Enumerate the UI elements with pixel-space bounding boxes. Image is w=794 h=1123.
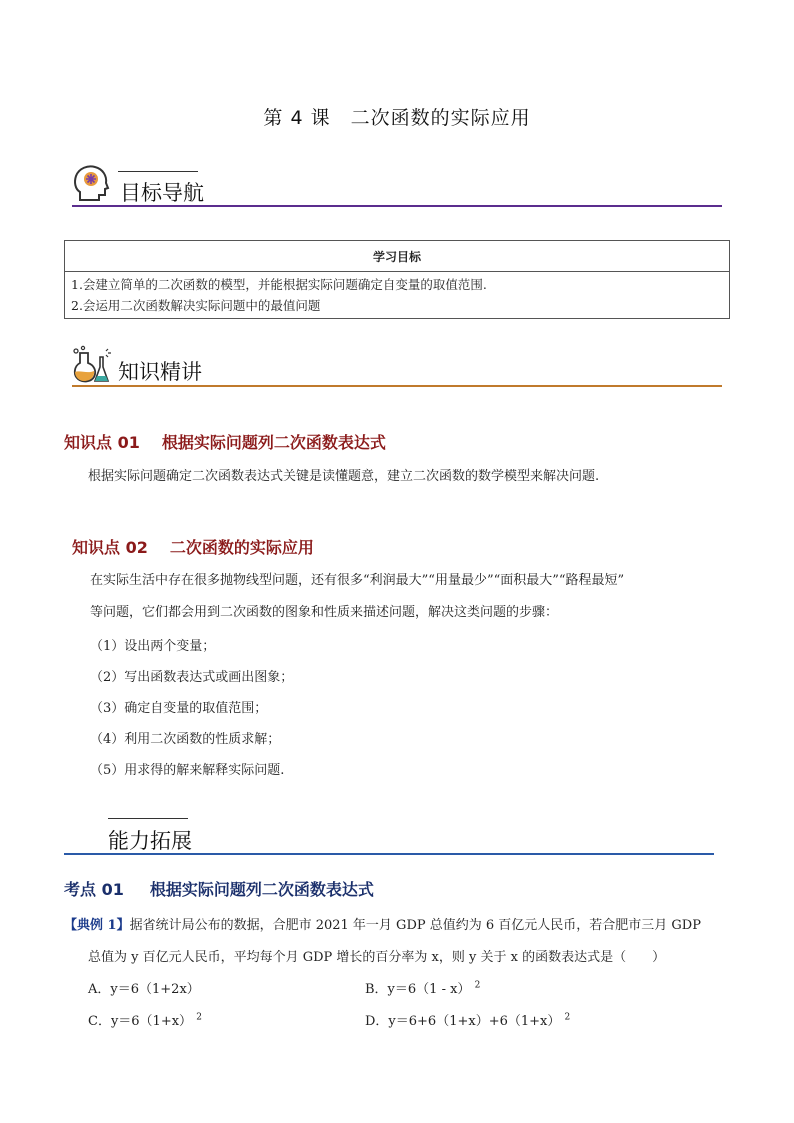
- step-item: （1）设出两个变量；: [90, 639, 216, 654]
- knowledge-point-01-heading: [64, 430, 386, 453]
- brain-head-icon: [72, 164, 110, 204]
- section-knowledge: 知识精讲: [118, 360, 202, 384]
- option-d: D．y＝6+6（1+x）+6（1+x） $^2$: [365, 1012, 571, 1029]
- option-a: A．y＝6（1+2x）: [88, 982, 200, 997]
- step-item: （4）利用二次函数的性质求解；: [90, 732, 281, 747]
- knowledge-point-02-text-line1: 在实际生活中存在很多抛物线型问题，还有很多“利润最大”“用量最少”“面积最大”“路程最短”: [90, 573, 625, 588]
- step-item: （5）用求得的解来解释实际问题.: [90, 763, 285, 778]
- exam-point-title: 根据实际问题列二次函数表达式: [149, 880, 374, 899]
- example-1-line1: [64, 914, 701, 933]
- goal-divider: [72, 205, 722, 207]
- step-item: （3）确定自变量的取值范围；: [90, 701, 268, 716]
- objectives-table: [64, 240, 730, 319]
- step-item: （2）写出函数表达式或画出图象；: [90, 670, 294, 685]
- knowledge-point-02-heading: [72, 535, 314, 558]
- knowledge-point-01-text: 根据实际问题确定二次函数表达式关键是读懂题意，建立二次函数的数学模型来解决问题.: [88, 469, 600, 484]
- objectives-header: 学习目标: [65, 241, 729, 272]
- section-goal-nav: 目标导航: [120, 181, 204, 205]
- exam-point-label: 考点 01: [64, 880, 124, 899]
- knowledge-point-02-text-line2: 等问题，它们都会用到二次函数的图象和性质来描述问题，解决这类问题的步骤：: [90, 605, 559, 620]
- flask-icon: [70, 345, 114, 385]
- objective-item: 1.会建立简单的二次函数的模型，并能根据实际问题确定自变量的取值范围.: [71, 277, 487, 292]
- option-b: B．y＝6（1 - x） $^2$: [365, 980, 481, 997]
- ability-divider: [64, 853, 714, 855]
- ability-top-line: [108, 818, 188, 819]
- knowledge-point-label: 知识点 02: [72, 538, 148, 557]
- example-tag: 【典例 1】: [64, 918, 130, 933]
- knowledge-divider: [72, 385, 722, 387]
- example-1-line2: 总值为 y 百亿元人民币，平均每个月 GDP 增长的百分率为 x，则 y 关于 x 的函数表达式是（ ）: [88, 950, 666, 965]
- objective-item: 2.会运用二次函数解决实际问题中的最值问题: [71, 298, 321, 313]
- knowledge-point-label: 知识点 01: [64, 433, 140, 452]
- page-title: 第 4 课 二次函数的实际应用: [263, 107, 531, 129]
- option-c: C．y＝6（1+x） $^2$: [88, 1012, 202, 1029]
- example-text: 据省统计局公布的数据，合肥市 2021 年一月 GDP 总值约为 6 百亿元人民币，若合肥市三月 GDP: [129, 918, 701, 933]
- goal-top-line: [118, 171, 198, 172]
- knowledge-point-title: 根据实际问题列二次函数表达式: [161, 433, 386, 452]
- exam-point-01-heading: [64, 877, 374, 900]
- knowledge-point-title: 二次函数的实际应用: [169, 538, 314, 557]
- section-ability: 能力拓展: [108, 829, 192, 853]
